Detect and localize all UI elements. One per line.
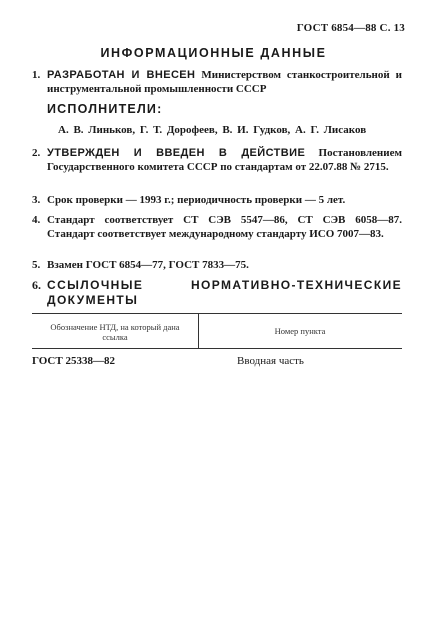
item-number: 1. (32, 69, 41, 81)
info-item-6 (32, 278, 402, 308)
info-item-4 (32, 213, 402, 241)
item-number: 2. (32, 147, 41, 159)
info-item-5 (32, 258, 402, 272)
item-text: Взамен ГОСТ 6854—77, ГОСТ 7833—75. (47, 259, 249, 271)
table-cell-clause: Вводная часть (237, 355, 304, 367)
item-text: Срок проверки — 1993 г.; периодичность проверки — 5 лет. (47, 194, 346, 206)
table-header-document: Обозначение НТД, на который дана ссылка (50, 322, 180, 342)
info-item-1 (32, 68, 402, 96)
item-caps: УТВЕРЖДЕН И ВВЕДЕН В ДЕЙСТВИЕ (47, 147, 306, 159)
info-item-2 (32, 146, 402, 174)
table-header-clause: Номер пункта (274, 326, 326, 336)
executors-heading: ИСПОЛНИТЕЛИ: (47, 102, 163, 116)
page-header: ГОСТ 6854—88 С. 13 (296, 22, 405, 34)
executors-list: А. В. Линьков, Г. Т. Дорофеев, В. И. Гудков, А. Г. Лисаков (58, 124, 367, 136)
item-text: Стандарт соответствует СТ СЭВ 5547—86, СТ СЭВ 6058—87. Стандарт соответствует международному стандарту ИСО 7007—83. (47, 214, 402, 240)
table-top-rule (32, 313, 402, 314)
item-caps: ССЫЛОЧНЫЕ НОРМАТИВНО-ТЕХНИЧЕСКИЕ ДОКУМЕНТЫ (47, 278, 402, 307)
item-text: Постановлением Государственного комитета СССР по стандартам от 22.07.88 № 2715. (47, 147, 402, 173)
table-cell-document: ГОСТ 25338—82 (32, 355, 115, 367)
item-caps: РАЗРАБОТАН И ВНЕСЕН (47, 69, 196, 81)
table-column-divider (198, 314, 199, 348)
item-number: 4. (32, 214, 41, 226)
item-number: 6. (32, 278, 41, 292)
page-title: ИНФОРМАЦИОННЫЕ ДАННЫЕ (100, 46, 327, 60)
item-number: 5. (32, 259, 41, 271)
table-header-rule (32, 348, 402, 349)
item-number: 3. (32, 194, 41, 206)
info-item-3 (32, 193, 402, 207)
item-text: Министерством станкостроительной и инструментальной промышленности СССР (47, 69, 403, 95)
